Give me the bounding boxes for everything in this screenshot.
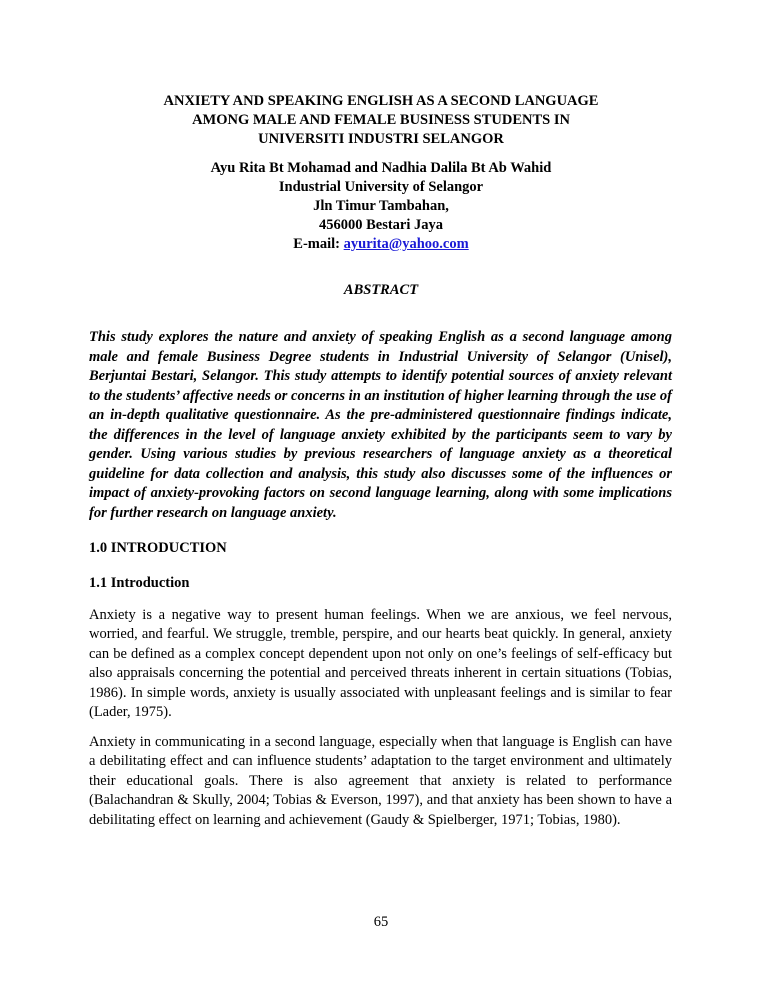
title-line: ANXIETY AND SPEAKING ENGLISH AS A SECOND LANGUAGE — [163, 93, 599, 109]
page-number: 65 — [373, 914, 389, 930]
subsection-heading-introduction: 1.1 Introduction — [89, 575, 190, 591]
affiliation-line: Industrial University of Selangor — [278, 179, 484, 195]
body-paragraph: Anxiety in communicating in a second language, especially when that language is English can have a debilitating effect and can influence students’ adaptation to the target environment and ultimately their educational goals. There is also agreement that anxiety is related to performance (Balachandran & Skully, 2004; Tobias & Everson, 1997), and that anxiety has been shown to have a debilitating effect on learning and achievement (Gaudy & Spielberger, 1971; Tobias, 1980). — [89, 734, 672, 828]
title-line: UNIVERSITI INDUSTRI SELANGOR — [258, 131, 504, 147]
abstract-heading: ABSTRACT — [343, 282, 419, 298]
body-paragraph: Anxiety is a negative way to present human feelings. When we are anxious, we feel nervous, worried, and fearful. We struggle, tremble, perspire, and our hearts beat quickly. In general, anxiety can be defined as a complex concept dependent upon not only on one’s feelings of self-efficacy but also appraisals concerning the potential and perceived threats inherent in certain situations (Tobias, 1986). In simple words, anxiety is usually associated with unpleasant feelings and is similar to fear (Lader, 1975). — [89, 607, 672, 721]
affiliation-line: 456000 Bestari Jaya — [318, 217, 444, 233]
email-label: E-mail: — [293, 236, 341, 252]
author-block — [0, 159, 762, 254]
section-heading-introduction: 1.0 INTRODUCTION — [89, 540, 227, 556]
email-link[interactable]: ayurita@yahoo.com — [343, 236, 469, 252]
email-line — [0, 235, 762, 254]
affiliation-line: Jln Timur Tambahan, — [313, 198, 449, 214]
abstract-text: This study explores the nature and anxiety of speaking English as a second language among male and female Business Degree students in Industrial University of Selangor (Unisel), Berjuntai Bestari, Selangor. This study attempts to identify potential sources of anxiety relevant to the students’ affective needs or concerns in an institution of higher learning through the use of an in-depth qualitative questionnaire. As the pre-administered questionnaire findings indicate, the differences in the level of language anxiety exhibited by the participants seem to vary by gender. Using various studies by previous researchers of language anxiety as a theoretical guideline for data collection and analysis, this study also discusses some of the influences or impact of anxiety-provoking factors on second language learning, along with some implications for further research on language anxiety. — [89, 329, 672, 521]
title-line: AMONG MALE AND FEMALE BUSINESS STUDENTS IN — [192, 112, 570, 128]
author-names: Ayu Rita Bt Mohamad and Nadhia Dalila Bt Ab Wahid — [210, 160, 552, 176]
paper-title — [0, 92, 762, 149]
